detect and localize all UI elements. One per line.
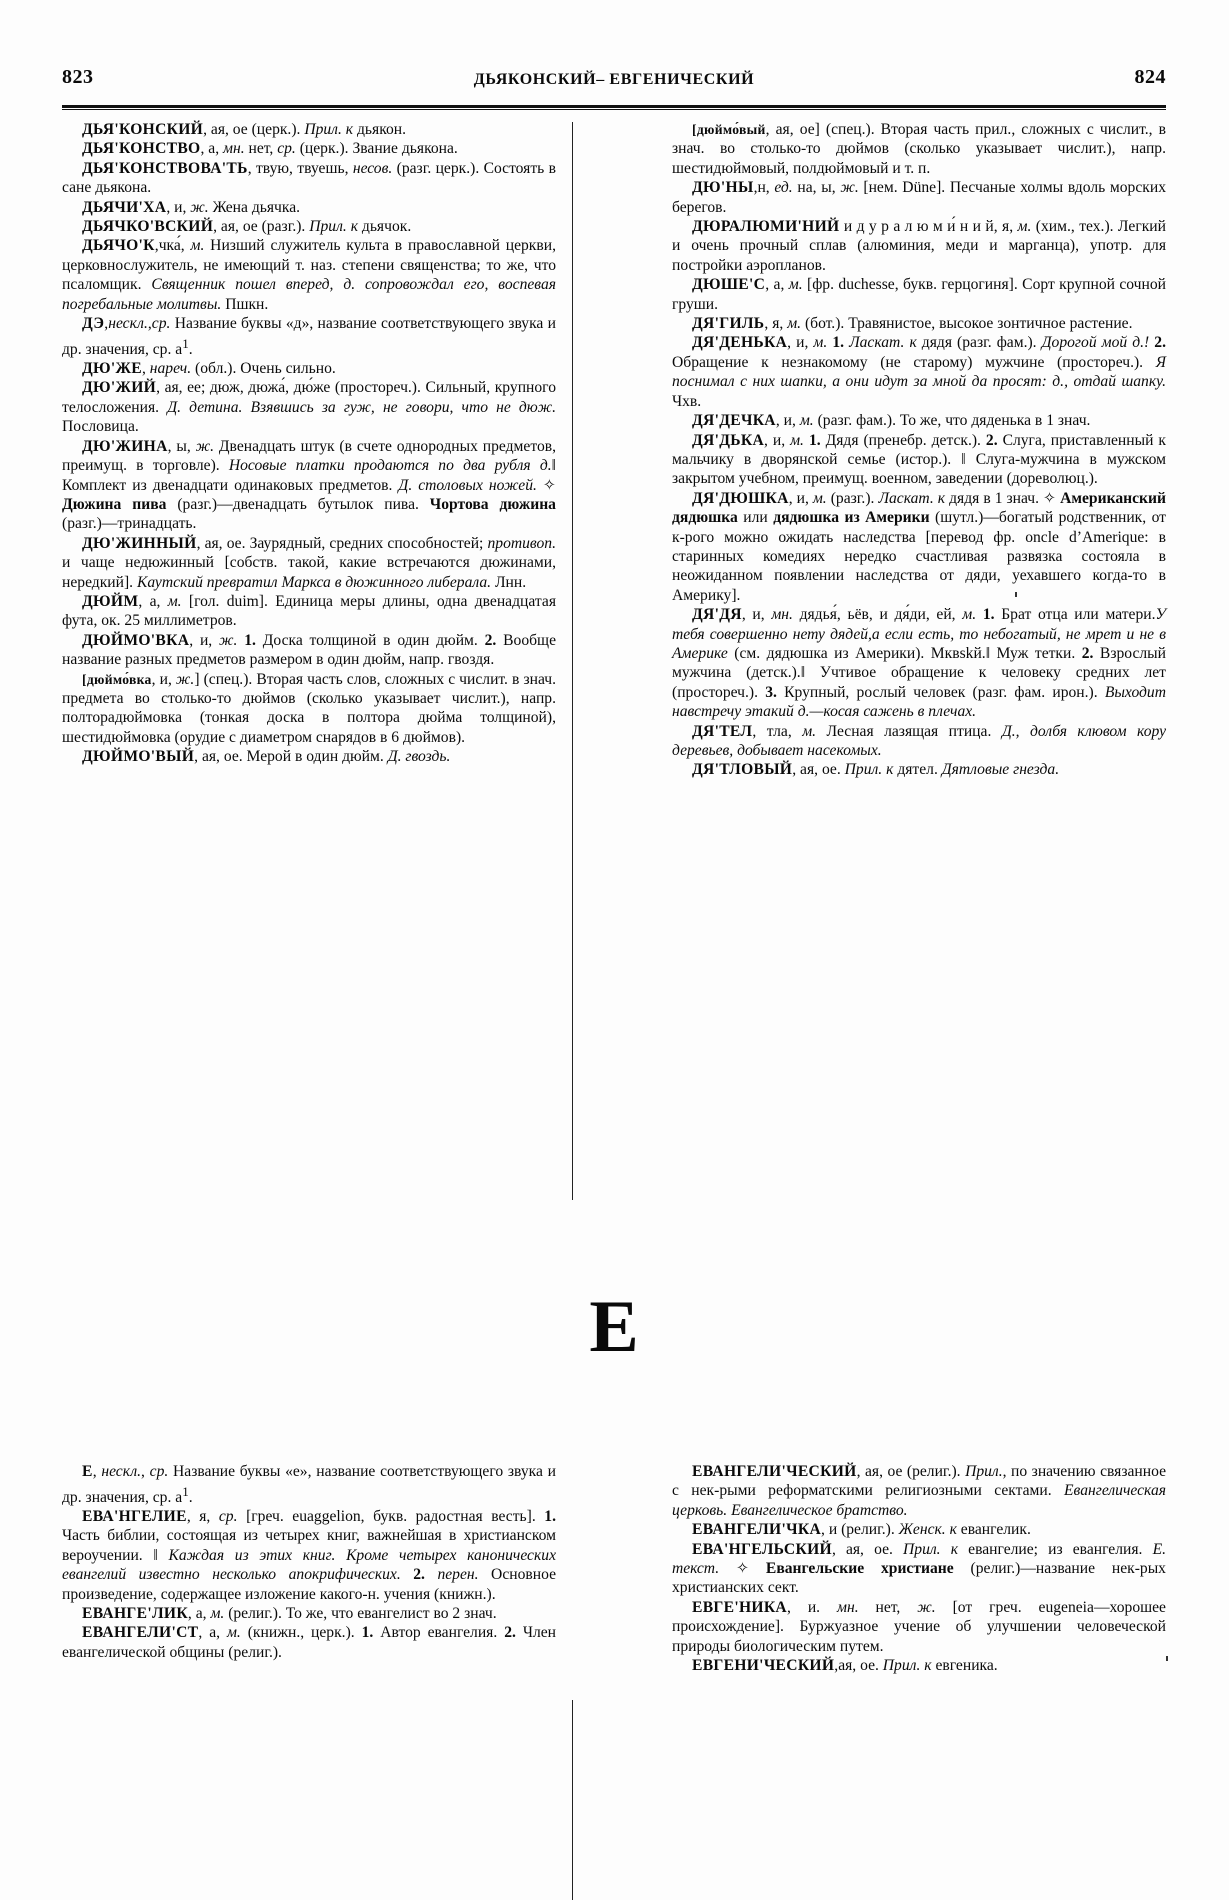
entry-headword: ДЮ'ЖИННЫЙ	[82, 534, 197, 552]
entry-headword: ДЯ'ДЕЧКА	[692, 412, 776, 430]
entry-headword: ДЮ'ЖИНА	[82, 437, 168, 455]
entry-definition: , и, ж.] (спец.). Вторая часть слов, сложных с числит. в знач. предмета во столько-то дюймов (сколько указывает числит.), напр. полторадюймовка (тонкая доска в полтора дюйма толщиной), шестидюймовка (орудие с диаметром снарядов в 6 дюймов).	[62, 670, 556, 746]
dictionary-entry	[62, 631, 556, 670]
entry-definition: , а, м. (книжн., церк.). 1. Автор евангелия. 2. Член евангелической общины (религ.).	[62, 1624, 556, 1661]
entry-headword: ЕВГЕ'НИКА	[692, 1598, 787, 1616]
dictionary-entry	[672, 1598, 1166, 1656]
entry-headword: ДЬЯЧКО'ВСКИЙ	[82, 218, 214, 236]
dictionary-entry	[672, 489, 1166, 605]
entry-definition: , и, м. 1. Дядя (пренебр. детск.). 2. Слуга, приставленный к мальчику в дворянской семье (истор.). ‖ Слуга-мужчина в мужском закрытом учебном, преимущ. военном, заведении (дореволюц.).	[672, 431, 1166, 488]
entry-headword: [дюймо́вка	[82, 671, 152, 687]
entry-definition: , и, м. (разг.). Ласкат. к дядя в 1 знач. ✧ Американский дядюшка или дядюшка из Америки (шутл.)—богатый родственник, от к-рого можно ожидать наследства [перевод фр. oncle d’Amerique: в старинных комедиях нередко счастливая развязка состояла в неожиданном появлении наследства от дяди, уехавшего когда-то в Америку].	[672, 489, 1166, 604]
dictionary-entry	[62, 139, 556, 158]
entry-definition: ,ая, ое. Прил. к евгеника.	[834, 1657, 998, 1675]
dictionary-entry	[672, 605, 1166, 721]
dictionary-entry	[62, 378, 556, 436]
entry-definition: , твую, твуешь, несов. (разг. церк.). Состоять в сане дьякона.	[62, 159, 556, 197]
entry-definition: , и, м. (разг. фам.). То же, что дяденька в 1 знач.	[775, 412, 1091, 430]
dictionary-entry	[672, 217, 1166, 275]
entry-headword: ДЮРАЛЮМИ'НИЙ	[692, 218, 840, 236]
dictionary-entry	[672, 178, 1166, 217]
entry-definition: , а, м. [гол. duim]. Единица меры длины, одна двенадцатая фута, ок. 25 миллиметров.	[62, 592, 556, 630]
column-divider-bottom	[572, 1700, 573, 1900]
dictionary-entry	[672, 275, 1166, 314]
column-top-left	[62, 120, 556, 767]
dictionary-entry	[62, 314, 556, 359]
entry-definition: , нескл., ср. Название буквы «е», название соответствующего звука и др. значения, ср. $а^1$.	[62, 1463, 557, 1506]
entry-headword: ЕВАНГЕ'ЛИК	[82, 1605, 188, 1623]
dictionary-entry	[62, 359, 556, 378]
entry-headword: ЕВАНГЕЛИ'ЧЕСКИЙ	[692, 1463, 857, 1480]
entry-definition: , и. мн. нет, ж. [от греч. eugeneia—хорошее происхождение]. Буржуазное учение об улучшении человеческой природы биологическим путем.	[672, 1598, 1166, 1655]
dictionary-entry	[672, 333, 1166, 411]
dictionary-entry	[62, 1623, 556, 1662]
entry-headword: ДЬЯЧО'К	[82, 237, 155, 255]
entry-headword: ДЬЯ'КОНСТВОВА'ТЬ	[82, 159, 248, 177]
dictionary-entry	[62, 1604, 556, 1623]
letter-section-heading: Е	[589, 1286, 640, 1368]
dictionary-entry	[672, 431, 1166, 489]
dictionary-entry	[672, 1540, 1166, 1598]
header-rule	[62, 105, 1166, 110]
entry-definition: , а, мн. нет, ср. (церк.). Звание дьякона.	[200, 140, 458, 158]
dictionary-entry	[672, 1656, 1166, 1675]
entry-definition: , ая, ее; дюж, дюжа́, дю́же (простореч.). Сильный, крупного телосложения. Д. детина. Взявшись за гуж, не говори, что не дюж. Пословица.	[62, 379, 556, 436]
running-head	[62, 66, 1166, 100]
dictionary-entry	[672, 760, 1166, 779]
dictionary-entry	[62, 437, 556, 534]
print-speck	[1166, 1656, 1168, 1661]
entry-headword: [дюймо́вый	[692, 122, 766, 137]
entry-definition: , а, м. [фр. duchesse, букв. герцогиня]. Сорт крупной сочной груши.	[672, 276, 1167, 313]
dictionary-entry	[62, 747, 556, 766]
dictionary-entry	[672, 1462, 1166, 1520]
entry-definition: , ая, ое (религ.). Прил., по значению связанное с нек-рыми реформатскими религиозными сектами. Евангелическая церковь. Евангелическое братство.	[672, 1463, 1166, 1519]
entry-definition: , ая, ое. Прил. к евангелие; из евангелия. Е. текст. ✧ Евангельские христиане (религ.)—название нек-рых христианских сект.	[672, 1540, 1166, 1597]
entry-headword: ДЮ'НЫ	[692, 179, 754, 197]
dictionary-entry	[62, 217, 556, 236]
folio-right: 824	[1134, 66, 1166, 88]
entry-headword: ДЬЯ'КОНСКИЙ	[82, 121, 204, 138]
entry-headword: ДЯ'ДЯ	[692, 606, 742, 624]
entry-definition: , ая, ое (разг.). Прил. к дьячок.	[213, 218, 412, 236]
print-speck	[1015, 592, 1017, 597]
dictionary-entry	[62, 1462, 556, 1507]
entry-headword: ДЯ'ДЮШКА	[692, 489, 789, 507]
dictionary-entry	[672, 314, 1166, 333]
page-title: ДЬЯКОНСКИЙ– ЕВГЕНИЧЕСКИЙ	[473, 71, 755, 88]
dictionary-entry	[62, 159, 556, 198]
entry-definition: , ая, ое. Прил. к дятел. Дятловые гнезда.	[792, 761, 1060, 779]
dictionary-entry	[62, 592, 556, 631]
entry-definition: ,нескл.,ср. Название буквы «д», название соответствующего звука и др. значения, ср. $а^1$.	[62, 315, 556, 358]
entry-headword: ДЮЙМО'ВКА	[82, 631, 190, 649]
entry-headword: ДЮЙМО'ВЫЙ	[82, 748, 195, 766]
entry-headword: ДЮШЕ'С	[692, 276, 766, 294]
entry-headword: ЕВАНГЕЛИ'ЧКА	[692, 1521, 822, 1539]
entry-definition: , ая, ое (церк.). Прил. к дьякон.	[203, 121, 407, 138]
entry-headword: ДЬЯ'КОНСТВО	[82, 140, 201, 158]
dictionary-entry	[672, 411, 1166, 430]
column-bottom-left	[62, 1462, 556, 1662]
entry-headword: ДЭ	[82, 315, 105, 333]
entry-headword: ДЯ'ТЕЛ	[692, 722, 753, 740]
column-top-right	[672, 120, 1166, 780]
dictionary-entry	[672, 120, 1166, 178]
entry-headword: ЕВГЕНИ'ЧЕСКИЙ	[692, 1657, 835, 1675]
dictionary-entry	[62, 120, 556, 139]
entry-definition: , и, ж. 1. Доска толщиной в один дюйм. 2. Вообще название разных предметов размером в один дюйм, напр. гвоздя.	[62, 631, 556, 669]
entry-definition: , ая, ое] (спец.). Вторая часть прил., сложных с числит., в знач. во столько-то дюймов (сколько указывает числит.), напр. шестидюймовый, полдюймовый и т. п.	[672, 121, 1166, 177]
dictionary-entry	[62, 236, 556, 314]
entry-definition: , я, м. (бот.). Травянистое, высокое зонтичное растение.	[764, 315, 1133, 333]
entry-definition: , ая, ое. Мерой в один дюйм. Д. гвоздь.	[194, 748, 451, 766]
entry-definition: , нареч. (обл.). Очень сильно.	[141, 360, 336, 378]
dictionary-entry	[62, 534, 556, 592]
entry-definition: , ы, ж. Двенадцать штук (в счете однородных предметов, преимущ. в торговле). Носовые платки продаются по два рубля д.‖ Комплект из двенадцати одинаковых предметов. Д. столовых ножей. ✧ Дюжина пива (разг.)—двенадцать бутылок пива. Чортова дюжина (разг.)—тринадцать.	[62, 437, 557, 533]
entry-definition: , и, м. 1. Ласкат. к дядя (разг. фам.). Дорогой мой д.! 2. Обращение к незнакомому (не старому) мужчине (простореч.). Я поснимал с них шапки, а они идут за мной да просят: д., отдай шапку. Чхв.	[672, 334, 1166, 410]
folio-left: 823	[62, 66, 94, 88]
dictionary-entry	[62, 670, 556, 748]
entry-headword: ЕВА'НГЕЛЬСКИЙ	[692, 1540, 832, 1558]
entry-definition: ,чка́, м. Низший служитель культа в православной церкви, церковнослужитель, не имеющий т. наз. степени священства; то же, что псаломщик. Священник пошел вперед, д. сопровождал его, воспевая погребальные молитвы. Пшкн.	[62, 237, 556, 313]
dictionary-entry	[672, 1520, 1166, 1539]
entry-definition: и д у р а л ю м и́ н и й, я, м. (хим., тех.). Легкий и очень прочный сплав (алюминия, меди и марганца), употр. для постройки аэропланов.	[672, 218, 1166, 274]
column-bottom-right	[672, 1462, 1166, 1675]
dictionary-entry	[62, 1507, 556, 1604]
entry-headword: ДЮ'ЖИЙ	[82, 379, 157, 397]
entry-headword: ДЯ'ТЛОВЫЙ	[692, 761, 793, 779]
entry-definition: , и, ж. Жена дьячка.	[166, 198, 301, 216]
entry-headword: ЕВА'НГЕЛИЕ	[82, 1508, 187, 1525]
entry-headword: ДЮЙМ	[82, 592, 139, 610]
entry-headword: ДЯ'ДЬКА	[692, 431, 765, 449]
dictionary-entry	[62, 198, 556, 217]
entry-headword: ДЬЯЧИ'ХА	[82, 198, 167, 216]
column-divider-top	[572, 122, 573, 1200]
entry-headword: Е	[82, 1463, 93, 1480]
entry-definition: , ая, ое. Заурядный, средних способностей; противоп. и чаще недюжинный [собств. такой, какие встречаются дюжинами, нередкий]. Каутский превратил Маркса в дюжинного либерала. Лнн.	[62, 534, 556, 591]
entry-headword: ДЮ'ЖЕ	[82, 360, 142, 378]
entry-headword: ДЯ'ДЕНЬКА	[692, 334, 788, 352]
entry-headword: ЕВАНГЕЛИ'СТ	[82, 1624, 199, 1642]
entry-definition: , тла, м. Лесная лазящая птица. Д., долбя клювом кору деревьев, добывает насекомых.	[672, 722, 1167, 759]
entry-definition: , и, мн. дядья́, ьёв, и дя́ди, ей, м. 1. Брат отца или матери.У тебя совершенно нету дядей,а если есть, то небогатый, не мрет и не в Америке (см. дядюшка из Америки). Мквskй.‖ Муж тетки. 2. Взрослый мужчина (детск.).‖ Учтивое обращение к человеку средних лет (простореч.). 3. Крупный, рослый человек (разг. фам. ирон.). Выходит навстречу этакий д.—косая сажень в плечах.	[672, 606, 1167, 721]
entry-definition: , а, м. (религ.). То же, что евангелист во 2 знач.	[187, 1605, 497, 1623]
entry-definition: , и (религ.). Женск. к евангелик.	[821, 1521, 1031, 1539]
entry-headword: ДЯ'ГИЛЬ	[692, 315, 765, 333]
dictionary-entry	[672, 722, 1166, 761]
entry-definition: , я, ср. [греч. euaggelion, букв. радостная весть]. 1. Часть библии, состоящая из четырех книг, важнейшая в христианском вероучении. ‖ Каждая из этих книг. Кроме четырех канонических евангелий известно несколько апокрифических. 2. перен. Основное произведение, содержащее изложение какого-н. учения (книжн.).	[62, 1508, 556, 1603]
entry-definition: ,н, ед. на, ы, ж. [нем. Düne]. Песчаные холмы вдоль морских берегов.	[672, 179, 1166, 216]
